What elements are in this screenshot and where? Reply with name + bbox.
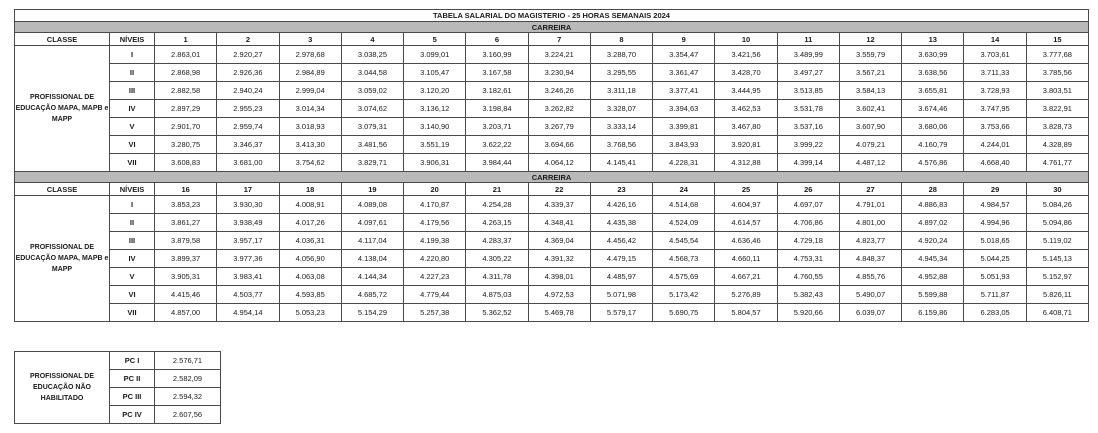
salary-cell: 3.105,47: [404, 64, 466, 82]
column-header: 4: [341, 33, 403, 46]
salary-cell: 3.328,07: [590, 100, 652, 118]
salary-cell: 3.602,41: [839, 100, 901, 118]
salary-cell: 3.267,79: [528, 118, 590, 136]
nivel-label: PC I: [110, 352, 155, 370]
salary-cell: 4.875,03: [466, 286, 528, 304]
column-header: 11: [777, 33, 839, 46]
salary-cell: 4.097,61: [341, 214, 403, 232]
table-row: [15, 46, 1089, 64]
column-header: 16: [155, 183, 217, 196]
salary-cell: 4.305,22: [466, 250, 528, 268]
salary-cell: 3.638,56: [902, 64, 964, 82]
salary-cell: 4.848,37: [839, 250, 901, 268]
salary-cell: 4.897,02: [902, 214, 964, 232]
salary-cell: 4.952,88: [902, 268, 964, 286]
salary-cell: 4.456,42: [590, 232, 652, 250]
salary-cell: 4.064,12: [528, 154, 590, 172]
salary-cell: 5.690,75: [653, 304, 715, 322]
salary-cell: 5.094,86: [1026, 214, 1088, 232]
salary-cell: 4.568,73: [653, 250, 715, 268]
column-header: 1: [155, 33, 217, 46]
salary-cell: 4.667,21: [715, 268, 777, 286]
salary-cell: 3.399,81: [653, 118, 715, 136]
salary-cell: 2.582,09: [155, 370, 221, 388]
salary-cell: 2.863,01: [155, 46, 217, 64]
salary-table: [14, 9, 1089, 322]
column-header: 14: [964, 33, 1026, 46]
salary-cell: 3.481,56: [341, 136, 403, 154]
salary-cell: 3.957,17: [217, 232, 279, 250]
column-header: 6: [466, 33, 528, 46]
salary-cell: 3.421,56: [715, 46, 777, 64]
column-header: 20: [404, 183, 466, 196]
salary-cell: 3.938,49: [217, 214, 279, 232]
salary-cell: 5.084,26: [1026, 196, 1088, 214]
nivel-label: IV: [110, 100, 155, 118]
salary-cell: 5.382,43: [777, 286, 839, 304]
salary-cell: 4.435,38: [590, 214, 652, 232]
salary-cell: 6.039,07: [839, 304, 901, 322]
classe-header: CLASSE: [15, 183, 110, 196]
salary-cell: 3.803,51: [1026, 82, 1088, 100]
nivel-label: III: [110, 82, 155, 100]
salary-cell: 2.940,24: [217, 82, 279, 100]
table-row: [15, 100, 1089, 118]
column-header: 7: [528, 33, 590, 46]
salary-cell: 3.828,73: [1026, 118, 1088, 136]
table-row: [15, 118, 1089, 136]
salary-cell: 5.579,17: [590, 304, 652, 322]
salary-cell: 3.999,22: [777, 136, 839, 154]
salary-cell: 4.729,18: [777, 232, 839, 250]
salary-cell: 3.120,20: [404, 82, 466, 100]
salary-cell: 4.339,37: [528, 196, 590, 214]
salary-cell: 4.079,21: [839, 136, 901, 154]
salary-cell: 4.312,88: [715, 154, 777, 172]
salary-cell: 3.198,84: [466, 100, 528, 118]
salary-cell: 4.614,57: [715, 214, 777, 232]
salary-cell: 3.038,25: [341, 46, 403, 64]
classe-header: CLASSE: [15, 33, 110, 46]
salary-cell: 2.868,98: [155, 64, 217, 82]
nivel-label: PC III: [110, 388, 155, 406]
salary-cell: 4.514,68: [653, 196, 715, 214]
salary-cell: 4.855,76: [839, 268, 901, 286]
salary-cell: 5.152,97: [1026, 268, 1088, 286]
column-header: 15: [1026, 33, 1088, 46]
salary-cell: 3.622,22: [466, 136, 528, 154]
salary-cell: 2.882,58: [155, 82, 217, 100]
column-header: 23: [590, 183, 652, 196]
nivel-label: II: [110, 64, 155, 82]
table-row: [15, 64, 1089, 82]
nivel-label: V: [110, 268, 155, 286]
salary-cell: 3.680,06: [902, 118, 964, 136]
column-header: 21: [466, 183, 528, 196]
column-header: 28: [902, 183, 964, 196]
salary-cell: 4.545,54: [653, 232, 715, 250]
salary-cell: 3.333,14: [590, 118, 652, 136]
column-header: 8: [590, 33, 652, 46]
salary-cell: 5.018,65: [964, 232, 1026, 250]
salary-cell: 3.280,75: [155, 136, 217, 154]
salary-cell: 3.467,80: [715, 118, 777, 136]
salary-cell: 3.246,26: [528, 82, 590, 100]
salary-cell: 4.823,77: [839, 232, 901, 250]
salary-cell: 4.636,46: [715, 232, 777, 250]
salary-cell: 3.984,44: [466, 154, 528, 172]
salary-cell: 2.594,32: [155, 388, 221, 406]
carreira-band: CARREIRA: [15, 172, 1089, 183]
salary-cell: 3.531,78: [777, 100, 839, 118]
salary-cell: 6.159,86: [902, 304, 964, 322]
salary-cell: 5.145,13: [1026, 250, 1088, 268]
salary-cell: 3.444,95: [715, 82, 777, 100]
salary-cell: 4.415,46: [155, 286, 217, 304]
table-row: [15, 304, 1089, 322]
salary-cell: 3.182,61: [466, 82, 528, 100]
salary-cell: 3.099,01: [404, 46, 466, 64]
salary-cell: 3.413,30: [279, 136, 341, 154]
nivel-label: VI: [110, 136, 155, 154]
salary-cell: 3.861,27: [155, 214, 217, 232]
table-row: [15, 286, 1089, 304]
salary-cell: 3.777,68: [1026, 46, 1088, 64]
salary-cell: 4.487,12: [839, 154, 901, 172]
salary-cell: 3.462,53: [715, 100, 777, 118]
salary-cell: 4.857,00: [155, 304, 217, 322]
salary-cell: 4.920,24: [902, 232, 964, 250]
table-title: TABELA SALARIAL DO MAGISTERIO - 25 HORAS SEMANAIS 2024: [15, 10, 1089, 22]
niveis-header: NÍVEIS: [110, 33, 155, 46]
salary-cell: 3.014,34: [279, 100, 341, 118]
salary-cell: 4.391,32: [528, 250, 590, 268]
salary-cell: 4.179,56: [404, 214, 466, 232]
salary-cell: 4.220,80: [404, 250, 466, 268]
salary-cell: 5.276,89: [715, 286, 777, 304]
salary-cell: 4.994,96: [964, 214, 1026, 232]
nivel-label: PC IV: [110, 406, 155, 424]
salary-cell: 4.801,00: [839, 214, 901, 232]
salary-cell: 5.154,29: [341, 304, 403, 322]
salary-cell: 4.668,40: [964, 154, 1026, 172]
salary-cell: 3.497,27: [777, 64, 839, 82]
table-row: [15, 196, 1089, 214]
column-header: 30: [1026, 183, 1088, 196]
column-header: 26: [777, 183, 839, 196]
column-header: 25: [715, 183, 777, 196]
salary-cell: 4.697,07: [777, 196, 839, 214]
carreira-band-row: [15, 172, 1089, 183]
salary-cell: 3.361,47: [653, 64, 715, 82]
salary-cell: 4.244,01: [964, 136, 1026, 154]
salary-cell: 4.761,77: [1026, 154, 1088, 172]
salary-cell: 4.369,04: [528, 232, 590, 250]
column-header: 19: [341, 183, 403, 196]
salary-cell: 4.503,77: [217, 286, 279, 304]
salary-cell: 3.377,41: [653, 82, 715, 100]
column-header: 5: [404, 33, 466, 46]
salary-cell: 4.017,26: [279, 214, 341, 232]
carreira-band: CARREIRA: [15, 22, 1089, 33]
salary-cell: 2.576,71: [155, 352, 221, 370]
salary-cell: 3.136,12: [404, 100, 466, 118]
salary-cell: 3.311,18: [590, 82, 652, 100]
salary-cell: 5.490,07: [839, 286, 901, 304]
column-header: 17: [217, 183, 279, 196]
salary-cell: 3.559,79: [839, 46, 901, 64]
salary-cell: 3.608,83: [155, 154, 217, 172]
salary-cell: 3.906,31: [404, 154, 466, 172]
salary-cell: 3.728,93: [964, 82, 1026, 100]
salary-cell: 3.703,61: [964, 46, 1026, 64]
header-row: [15, 183, 1089, 196]
salary-cell: 5.362,52: [466, 304, 528, 322]
nivel-label: VII: [110, 154, 155, 172]
nivel-label: V: [110, 118, 155, 136]
table-row: [15, 268, 1089, 286]
salary-cell: 3.394,63: [653, 100, 715, 118]
classe-label: PROFISSIONAL DE EDUCAÇÃO NÃO HABILITADO: [15, 352, 110, 424]
classe-label: PROFISSIONAL DE EDUCAÇÃO MAPA, MAPB e MAPP: [15, 196, 110, 322]
nivel-label: II: [110, 214, 155, 232]
salary-cell: 4.972,53: [528, 286, 590, 304]
salary-cell: 4.524,09: [653, 214, 715, 232]
salary-cell: 4.945,34: [902, 250, 964, 268]
salary-cell: 4.036,31: [279, 232, 341, 250]
salary-cell: 4.886,83: [902, 196, 964, 214]
salary-cell: 2.901,70: [155, 118, 217, 136]
salary-cell: 3.167,58: [466, 64, 528, 82]
salary-cell: 4.117,04: [341, 232, 403, 250]
salary-cell: 3.930,30: [217, 196, 279, 214]
salary-cell: 3.537,16: [777, 118, 839, 136]
salary-cell: 5.071,98: [590, 286, 652, 304]
salary-cell: 3.059,02: [341, 82, 403, 100]
salary-cell: 3.977,36: [217, 250, 279, 268]
column-header: 22: [528, 183, 590, 196]
salary-cell: 5.044,25: [964, 250, 1026, 268]
salary-cell: 5.826,11: [1026, 286, 1088, 304]
salary-cell: 3.853,23: [155, 196, 217, 214]
salary-cell: 3.681,00: [217, 154, 279, 172]
salary-cell: 4.398,01: [528, 268, 590, 286]
carreira-band-row: [15, 22, 1089, 33]
salary-cell: 3.074,62: [341, 100, 403, 118]
header-row: [15, 33, 1089, 46]
column-header: 27: [839, 183, 901, 196]
salary-cell: 4.479,15: [590, 250, 652, 268]
salary-cell: 5.053,23: [279, 304, 341, 322]
salary-cell: 4.263,15: [466, 214, 528, 232]
salary-cell: 4.791,01: [839, 196, 901, 214]
salary-cell: 4.089,08: [341, 196, 403, 214]
salary-cell: 3.607,90: [839, 118, 901, 136]
table-row: [15, 136, 1089, 154]
salary-cell: 4.604,97: [715, 196, 777, 214]
salary-cell: 5.173,42: [653, 286, 715, 304]
salary-cell: 4.145,41: [590, 154, 652, 172]
salary-cell: 4.753,31: [777, 250, 839, 268]
salary-cell: 4.348,41: [528, 214, 590, 232]
salary-cell: 3.768,56: [590, 136, 652, 154]
salary-cell: 5.257,38: [404, 304, 466, 322]
salary-cell: 4.984,57: [964, 196, 1026, 214]
salary-cell: 5.469,78: [528, 304, 590, 322]
salary-cell: 4.160,79: [902, 136, 964, 154]
salary-cell: 3.747,95: [964, 100, 1026, 118]
nivel-label: VI: [110, 286, 155, 304]
salary-cell: 4.328,89: [1026, 136, 1088, 154]
nivel-label: VII: [110, 304, 155, 322]
salary-cell: 4.485,97: [590, 268, 652, 286]
salary-cell: 4.311,78: [466, 268, 528, 286]
salary-cell: 3.513,85: [777, 82, 839, 100]
salary-cell: 4.283,37: [466, 232, 528, 250]
salary-cell: 4.008,91: [279, 196, 341, 214]
salary-cell: 3.262,82: [528, 100, 590, 118]
salary-cell: 3.295,55: [590, 64, 652, 82]
salary-cell: 4.138,04: [341, 250, 403, 268]
salary-cell: 4.760,55: [777, 268, 839, 286]
salary-cell: 3.230,94: [528, 64, 590, 82]
column-header: 3: [279, 33, 341, 46]
table-row: [15, 232, 1089, 250]
table-row: [15, 352, 221, 370]
salary-cell: 5.804,57: [715, 304, 777, 322]
salary-cell: 2.999,04: [279, 82, 341, 100]
salary-cell: 4.706,86: [777, 214, 839, 232]
salary-cell: 3.899,37: [155, 250, 217, 268]
salary-cell: 6.408,71: [1026, 304, 1088, 322]
salary-cell: 4.426,16: [590, 196, 652, 214]
salary-cell: 3.983,41: [217, 268, 279, 286]
salary-cell: 3.822,91: [1026, 100, 1088, 118]
salary-cell: 3.288,70: [590, 46, 652, 64]
salary-cell: 3.785,56: [1026, 64, 1088, 82]
salary-cell: 4.575,69: [653, 268, 715, 286]
salary-cell: 4.254,28: [466, 196, 528, 214]
salary-cell: 4.576,86: [902, 154, 964, 172]
salary-cell: 5.599,88: [902, 286, 964, 304]
salary-cell: 2.607,56: [155, 406, 221, 424]
salary-cell: 2.897,29: [155, 100, 217, 118]
table-row: [15, 214, 1089, 232]
salary-cell: 3.711,33: [964, 64, 1026, 82]
salary-cell: 3.905,31: [155, 268, 217, 286]
salary-cell: 4.685,72: [341, 286, 403, 304]
salary-cell: 4.170,87: [404, 196, 466, 214]
nivel-label: IV: [110, 250, 155, 268]
niveis-header: NÍVEIS: [110, 183, 155, 196]
salary-cell: 3.584,13: [839, 82, 901, 100]
salary-cell: 3.489,99: [777, 46, 839, 64]
salary-cell: 3.694,66: [528, 136, 590, 154]
nao-habilitado-section: [14, 351, 221, 424]
salary-cell: 4.399,14: [777, 154, 839, 172]
salary-cell: 3.428,70: [715, 64, 777, 82]
salary-cell: 4.779,44: [404, 286, 466, 304]
column-header: 24: [653, 183, 715, 196]
column-header: 2: [217, 33, 279, 46]
salary-cell: 4.660,11: [715, 250, 777, 268]
salary-cell: 4.063,08: [279, 268, 341, 286]
table-row: [15, 82, 1089, 100]
nao-habilitado-table: [14, 351, 221, 424]
salary-cell: 3.843,93: [653, 136, 715, 154]
salary-cell: 4.056,90: [279, 250, 341, 268]
salary-cell: 2.984,89: [279, 64, 341, 82]
salary-cell: 4.228,31: [653, 154, 715, 172]
salary-cell: 6.283,05: [964, 304, 1026, 322]
salary-cell: 3.160,99: [466, 46, 528, 64]
table-row: [15, 154, 1089, 172]
nivel-label: III: [110, 232, 155, 250]
salary-cell: 2.926,36: [217, 64, 279, 82]
salary-cell: 3.140,90: [404, 118, 466, 136]
salary-cell: 3.829,71: [341, 154, 403, 172]
salary-cell: 3.346,37: [217, 136, 279, 154]
salary-cell: 2.920,27: [217, 46, 279, 64]
salary-cell: 3.920,81: [715, 136, 777, 154]
column-header: 29: [964, 183, 1026, 196]
column-header: 9: [653, 33, 715, 46]
column-header: 10: [715, 33, 777, 46]
salary-cell: 4.593,85: [279, 286, 341, 304]
column-header: 12: [839, 33, 901, 46]
salary-cell: 2.955,23: [217, 100, 279, 118]
salary-cell: 2.978,68: [279, 46, 341, 64]
salary-cell: 2.959,74: [217, 118, 279, 136]
table-row: [15, 250, 1089, 268]
column-header: 18: [279, 183, 341, 196]
column-header: 13: [902, 33, 964, 46]
salary-cell: 4.144,34: [341, 268, 403, 286]
salary-cell: 3.754,62: [279, 154, 341, 172]
nivel-label: PC II: [110, 370, 155, 388]
salary-cell: 3.018,93: [279, 118, 341, 136]
classe-label: PROFISSIONAL DE EDUCAÇÃO MAPA, MAPB e MAPP: [15, 46, 110, 172]
salary-cell: 3.674,46: [902, 100, 964, 118]
salary-cell: 4.227,23: [404, 268, 466, 286]
salary-cell: 3.879,58: [155, 232, 217, 250]
nivel-label: I: [110, 46, 155, 64]
salary-cell: 3.753,66: [964, 118, 1026, 136]
salary-cell: 3.567,21: [839, 64, 901, 82]
salary-cell: 3.630,99: [902, 46, 964, 64]
salary-cell: 4.199,38: [404, 232, 466, 250]
salary-cell: 5.119,02: [1026, 232, 1088, 250]
salary-cell: 5.711,87: [964, 286, 1026, 304]
salary-cell: 3.044,58: [341, 64, 403, 82]
salary-cell: 3.551,19: [404, 136, 466, 154]
salary-cell: 3.224,21: [528, 46, 590, 64]
salary-cell: 5.051,93: [964, 268, 1026, 286]
salary-cell: 5.920,66: [777, 304, 839, 322]
salary-sheet: [14, 9, 1089, 322]
salary-cell: 3.354,47: [653, 46, 715, 64]
salary-cell: 4.954,14: [217, 304, 279, 322]
salary-cell: 3.655,81: [902, 82, 964, 100]
salary-cell: 3.079,31: [341, 118, 403, 136]
nivel-label: I: [110, 196, 155, 214]
salary-cell: 3.203,71: [466, 118, 528, 136]
